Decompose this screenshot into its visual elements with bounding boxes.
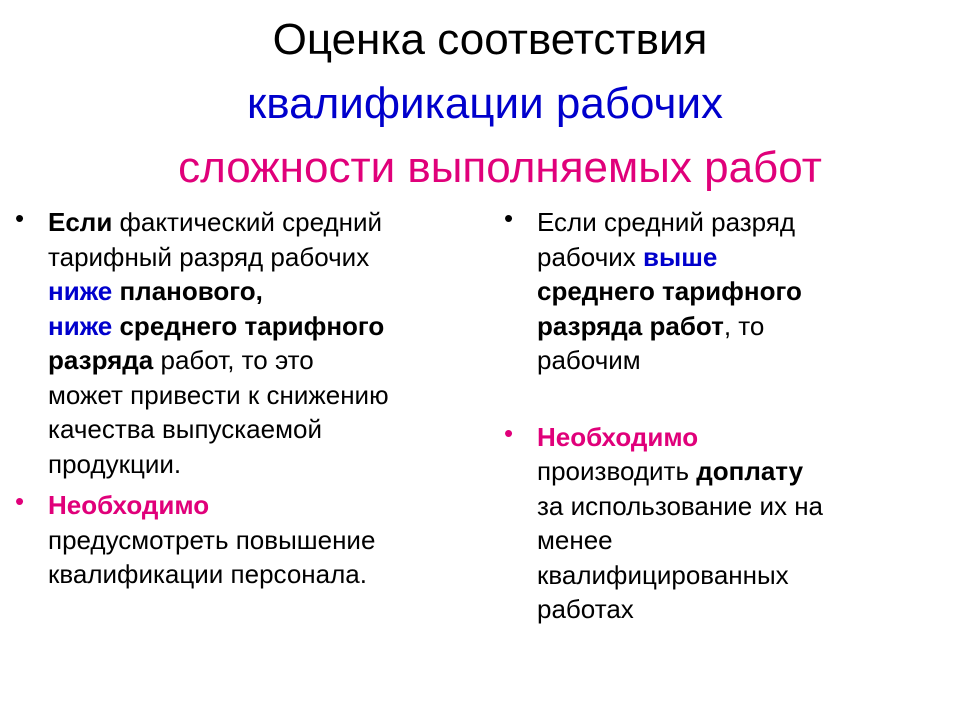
bold-text: среднего тарифного bbox=[537, 276, 802, 306]
text: фактический средний bbox=[112, 207, 383, 237]
line: тарифный разряд рабочих bbox=[48, 241, 370, 272]
accent-text: Необходимо bbox=[48, 490, 210, 520]
right-column bbox=[502, 205, 942, 627]
line bbox=[48, 343, 473, 378]
line bbox=[537, 420, 942, 455]
line: продукции. bbox=[48, 448, 182, 479]
line bbox=[537, 454, 942, 489]
line bbox=[48, 309, 473, 344]
title-line-3: сложности выполняемых работ bbox=[178, 143, 822, 192]
line bbox=[48, 274, 473, 309]
bullet-icon: • bbox=[504, 417, 514, 448]
line: менее bbox=[537, 525, 613, 555]
text: рабочих bbox=[537, 241, 643, 272]
line: рабочим bbox=[537, 345, 641, 375]
line bbox=[48, 205, 473, 240]
line: работах bbox=[537, 594, 634, 624]
accent-text: выше bbox=[643, 241, 718, 272]
right-bullet-2 bbox=[502, 417, 942, 627]
line: может привести к снижению bbox=[48, 379, 389, 410]
left-bullet-2 bbox=[13, 488, 473, 592]
line bbox=[48, 488, 473, 523]
line bbox=[537, 309, 942, 344]
line: качества выпускаемой bbox=[48, 414, 322, 444]
accent-text: ниже bbox=[48, 310, 113, 341]
text: , то bbox=[723, 310, 765, 341]
bullet-icon: • bbox=[504, 203, 514, 233]
accent-text: ниже bbox=[48, 276, 113, 306]
line: квалифицированных bbox=[537, 559, 789, 590]
left-column bbox=[13, 205, 473, 592]
left-bullet-1 bbox=[13, 205, 473, 481]
line: Если средний разряд bbox=[537, 207, 796, 237]
slide-title bbox=[0, 8, 960, 200]
line: квалификации персонала. bbox=[48, 559, 367, 589]
bold-text: Если bbox=[48, 207, 113, 237]
line: предусмотреть повышение bbox=[48, 524, 376, 555]
line: за использование их на bbox=[537, 490, 824, 521]
bold-text: разряда работ bbox=[537, 310, 724, 341]
right-bullet-1 bbox=[502, 205, 942, 378]
bold-text: среднего тарифного bbox=[112, 310, 385, 341]
bold-text: разряда bbox=[48, 345, 154, 375]
title-line-2: квалификации рабочих bbox=[246, 79, 724, 128]
line bbox=[537, 240, 942, 275]
bold-text: планового, bbox=[112, 276, 263, 306]
bullet-icon: • bbox=[15, 486, 25, 516]
bullet-icon: • bbox=[15, 203, 25, 233]
accent-text: Необходимо bbox=[537, 421, 699, 452]
title-line-1: Оценка соответствия bbox=[272, 15, 708, 64]
text: работ, то это bbox=[153, 345, 314, 375]
bold-text: доплату bbox=[696, 456, 804, 486]
line bbox=[537, 274, 942, 309]
text: производить bbox=[537, 456, 697, 486]
